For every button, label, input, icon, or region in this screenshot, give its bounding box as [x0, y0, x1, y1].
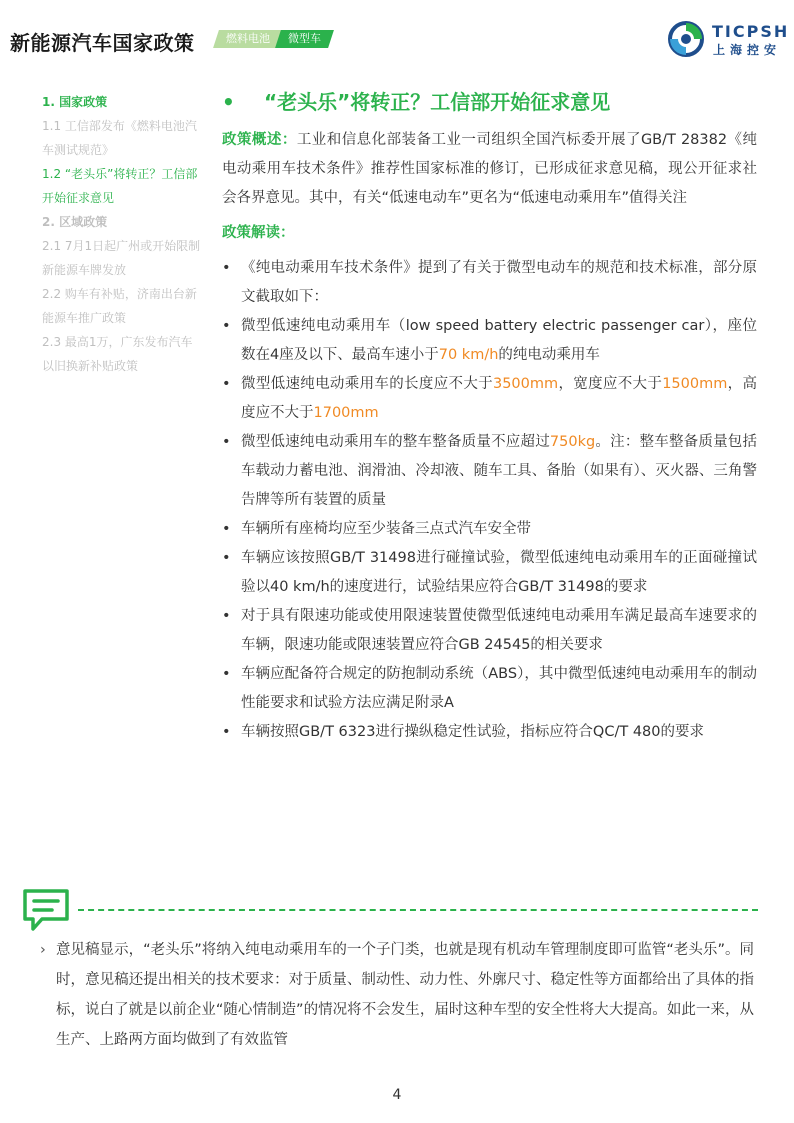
interpretation-label: 政策解读： — [222, 225, 295, 241]
toc-item[interactable]: 1.2 “老头乐”将转正？工信部开始征求意见 — [42, 167, 198, 205]
interpretation-item — [222, 515, 757, 544]
toc-item[interactable]: 2. 区域政策 — [42, 215, 108, 229]
toc-item[interactable]: 1. 国家政策 — [42, 95, 108, 109]
logo-subtitle: 上海控安 — [713, 43, 782, 57]
tag-micro-car — [275, 30, 334, 48]
interpretation-item — [222, 254, 757, 312]
item-text: 的纯电动乘用车 — [498, 347, 600, 363]
item-text: 微型低速纯电动乘用车的长度应不大于 — [241, 376, 493, 392]
toc-item[interactable]: 2.3 最高1万，广东发布汽车以旧换新补贴政策 — [42, 335, 193, 373]
interpretation-item — [222, 370, 757, 428]
tag-label: 燃料电池 — [226, 32, 270, 45]
highlight-value: 70 km/h — [438, 347, 499, 363]
toc-item[interactable]: 1.1 工信部发布《燃料电池汽车测试规范》 — [42, 119, 197, 157]
heading-text: “老头乐”将转正？工信部开始征求意见 — [264, 90, 611, 114]
highlight-value: 3500mm — [492, 376, 559, 392]
item-text: 。注：整车整备质量包括车载动力蓄电池、润滑油、冷却液、随车工具、备胎（如果有）、灭火器、三角警告牌等所有装置的质量 — [241, 434, 758, 508]
summary-note — [40, 935, 754, 1055]
main-content — [222, 84, 757, 747]
toc-item[interactable]: 2.1 7月1日起广州或开始限制新能源车牌发放 — [42, 239, 201, 277]
item-text: ，宽度应不大于 — [558, 376, 663, 392]
section-heading — [222, 86, 757, 118]
highlight-value: 750kg — [549, 434, 596, 450]
overview-label: 政策概述： — [222, 132, 297, 148]
item-text: ，高度应不大于 — [241, 376, 758, 421]
policy-overview — [222, 126, 757, 213]
item-text: 微型低速纯电动乘用车（low speed battery electric passenger car），座位数在4座及以下、最高车速小于 — [241, 318, 757, 363]
overview-text: 工业和信息化部装备工业一司组织全国汽标委开展了GB/T 28382《纯电动乘用车技术条件》推荐性国家标准的修订，已形成征求意见稿，现公开征求社会各界意见。其中，有关“低速电动车”更名为“低速电动乘用车”值得关注 — [222, 132, 757, 206]
report-title: 新能源汽车国家政策 — [10, 31, 195, 55]
chevron-right-icon: › — [40, 942, 46, 958]
highlight-value: 1500mm — [662, 376, 728, 392]
item-text: 车辆应该按照GB/T 31498进行碰撞试验，微型低速纯电动乘用车的正面碰撞试验以40 km/h的速度进行，试验结果应符合GB/T 31498的要求 — [241, 550, 757, 595]
interpretation-item — [222, 312, 757, 370]
highlight-value: 1700mm — [313, 405, 379, 421]
toc-item[interactable]: 2.2 购车有补贴，济南出台新能源车推广政策 — [42, 287, 197, 325]
divider — [78, 909, 758, 911]
logo-wordmark: TICPSH — [712, 22, 790, 41]
tag-label: 微型车 — [288, 32, 321, 45]
item-text: 车辆所有座椅均应至少装备三点式汽车安全带 — [241, 521, 531, 537]
page-header — [0, 0, 794, 80]
heading-bullet: • — [222, 90, 235, 114]
interpretation-item — [222, 602, 757, 660]
interpretation-item — [222, 544, 757, 602]
page-number: 4 — [392, 1087, 402, 1103]
item-text: 车辆按照GB/T 6323进行操纵稳定性试验，指标应符合QC/T 480的要求 — [241, 724, 704, 740]
note-text: 意见稿显示，“老头乐”将纳入纯电动乘用车的一个子门类，也就是现有机动车管理制度即可监管“老头乐”。同时，意见稿还提出相关的技术要求：对于质量、制动性、动力性、外廓尺寸、稳定性等方面都给出了具体的指标，说白了就是以前企业“随心情制造”的情况将不会发生，届时这种车型的安全性将大大提高。如此一来，从生产、上路两方面均做到了有效监管 — [56, 942, 754, 1048]
company-logo-icon — [668, 21, 704, 57]
interpretation-item — [222, 660, 757, 718]
item-text: 微型低速纯电动乘用车的整车整备质量不应超过 — [241, 434, 550, 450]
interpretation-list — [222, 254, 757, 747]
item-text: 《纯电动乘用车技术条件》提到了有关于微型电动车的规范和技术标准，部分原文截取如下： — [241, 260, 757, 305]
table-of-contents — [42, 90, 202, 378]
item-text: 对于具有限速功能或使用限速装置使微型低速纯电动乘用车满足最高车速要求的车辆，限速功能或限速装置应符合GB 24545的相关要求 — [241, 608, 757, 653]
interpretation-item — [222, 428, 757, 515]
tag-fuel-cell — [213, 30, 283, 48]
interpretation-item — [222, 718, 757, 747]
message-note-icon — [22, 888, 70, 932]
item-text: 车辆应配备符合规定的防抱制动系统（ABS），其中微型低速纯电动乘用车的制动性能要求和试验方法应满足附录A — [241, 666, 757, 711]
